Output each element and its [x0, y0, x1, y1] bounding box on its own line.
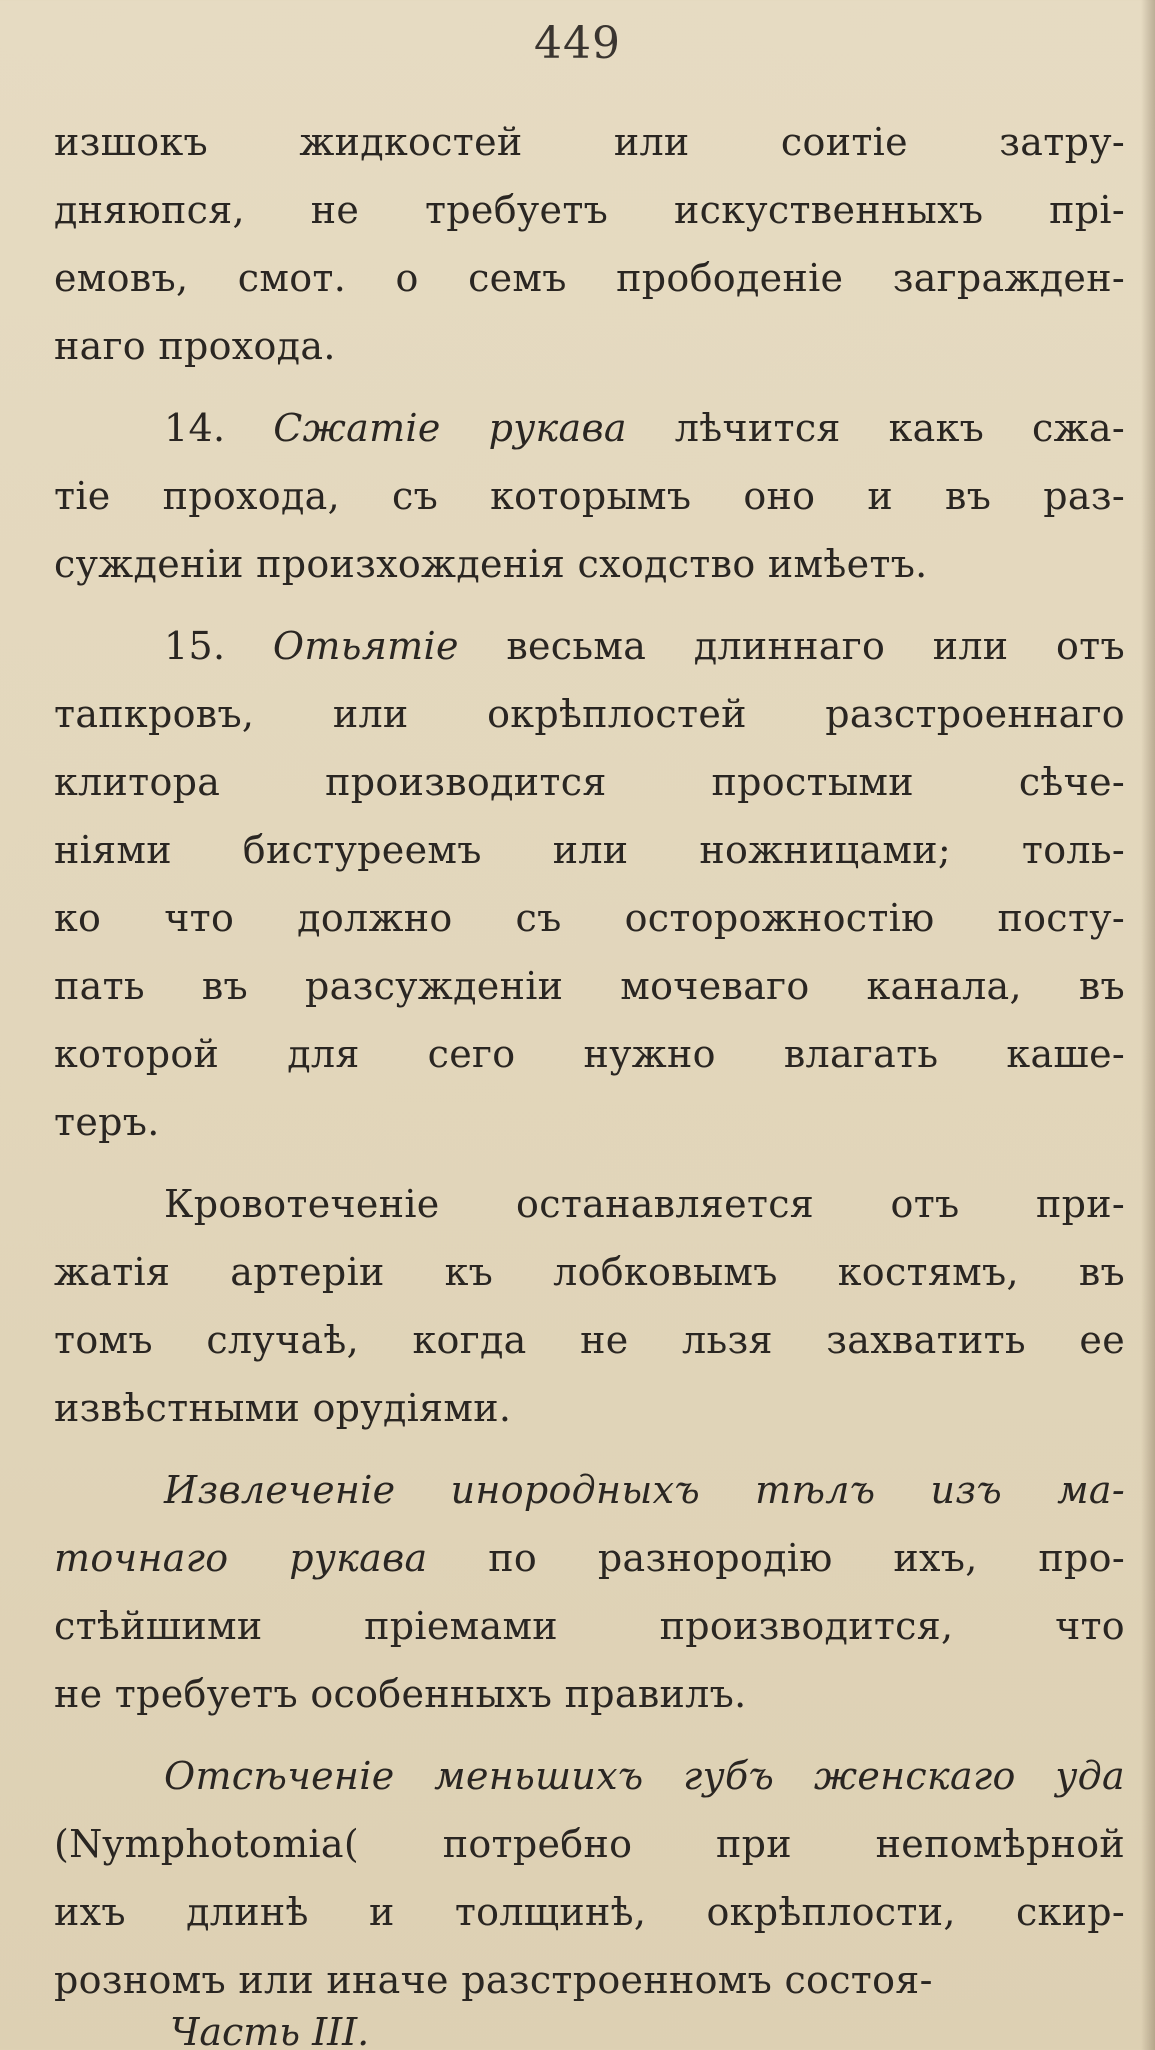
text-run: по разнородію ихъ, про- — [427, 1536, 1125, 1580]
text-run: томъ случаѣ, когда не льзя захватить ее — [54, 1318, 1125, 1362]
text-run: ніями бистуреемъ или ножницами; толь- — [54, 828, 1125, 872]
text-run: 14. — [164, 406, 274, 450]
text-line — [54, 462, 1125, 530]
paragraph-gap — [54, 1156, 1125, 1170]
text-line — [54, 1810, 1125, 1878]
text-line — [54, 884, 1125, 952]
text-run: тапкровъ, или окрѣплостей разстроеннаго — [54, 692, 1125, 736]
text-run: сужденіи произхожденія сходство имѣетъ. — [54, 542, 928, 586]
text-run: емовъ, смот. о семъ прободеніе загражден- — [54, 256, 1125, 300]
text-run: ихъ длинѣ и толщинѣ, окрѣплости, скир- — [54, 1890, 1125, 1934]
text-line — [54, 1306, 1125, 1374]
text-line — [54, 1088, 1125, 1156]
text-run: тіе прохода, съ которымъ оно и въ раз- — [54, 474, 1125, 518]
text-line — [54, 176, 1125, 244]
text-line — [54, 1020, 1125, 1088]
text-run: которой для сего нужно влагать каше- — [54, 1032, 1125, 1076]
text-run: не требуетъ особенныхъ правилъ. — [54, 1672, 747, 1716]
text-line — [54, 612, 1125, 680]
text-line — [54, 1456, 1125, 1524]
text-run: теръ. — [54, 1100, 160, 1144]
text-line — [54, 530, 1125, 598]
text-line — [54, 312, 1125, 380]
page-edge-shadow — [1141, 0, 1155, 2050]
text-line — [54, 244, 1125, 312]
text-line — [54, 1592, 1125, 1660]
text-line — [54, 1524, 1125, 1592]
italic-term: Отсѣченіе меньшихъ губъ женскаго уда — [164, 1754, 1125, 1798]
text-run: пать въ разсужденіи мочеваго канала, въ — [54, 964, 1125, 1008]
text-line — [54, 816, 1125, 884]
text-run: весьма длиннаго или отъ — [458, 624, 1125, 668]
italic-term: точнаго рукава — [54, 1536, 428, 1580]
text-line — [54, 680, 1125, 748]
text-run: наго прохода. — [54, 324, 336, 368]
text-run: 15. — [164, 624, 273, 668]
text-line — [54, 1660, 1125, 1728]
text-line — [54, 1742, 1125, 1810]
italic-term: Сжатіе рукава — [273, 406, 627, 450]
text-run: Кровотеченіе останавляется отъ при- — [164, 1182, 1125, 1226]
text-line — [54, 748, 1125, 816]
text-line — [54, 952, 1125, 1020]
paragraph-gap — [54, 380, 1125, 394]
text-line — [54, 1946, 1125, 2014]
italic-term: Отьятіе — [272, 624, 459, 668]
text-run: (Nymphotomia( потребно при непомѣрной — [54, 1822, 1125, 1866]
text-run: извѣстными орудіями. — [54, 1386, 512, 1430]
paragraph-gap — [54, 1728, 1125, 1742]
text-run: ко что должно съ осторожностію посту- — [54, 896, 1125, 940]
text-run: жатія артеріи къ лобковымъ костямъ, въ — [54, 1250, 1125, 1294]
body-text — [54, 108, 1125, 2014]
text-run: розномъ или иначе разстроенномъ состоя- — [54, 1958, 933, 2002]
text-run: стѣйшими пріемами производится, что — [54, 1604, 1125, 1648]
signature-mark: Часть III. — [170, 2010, 370, 2050]
text-line — [54, 394, 1125, 462]
text-line — [54, 108, 1125, 176]
text-run: клитора производится простыми сѣче- — [54, 760, 1125, 804]
text-run: изшокъ жидкостей или соитіе затру- — [54, 120, 1125, 164]
text-line — [54, 1878, 1125, 1946]
page-number: 449 — [534, 18, 621, 69]
text-line — [54, 1374, 1125, 1442]
text-run: лѣчится какъ сжа- — [626, 406, 1125, 450]
italic-term: Извлеченіе инородныхъ тѣлъ изъ ма- — [164, 1468, 1125, 1512]
text-line — [54, 1238, 1125, 1306]
text-line — [54, 1170, 1125, 1238]
paragraph-gap — [54, 1442, 1125, 1456]
paragraph-gap — [54, 598, 1125, 612]
text-run: дняюпся, не требуетъ искуственныхъ прі- — [54, 188, 1125, 232]
